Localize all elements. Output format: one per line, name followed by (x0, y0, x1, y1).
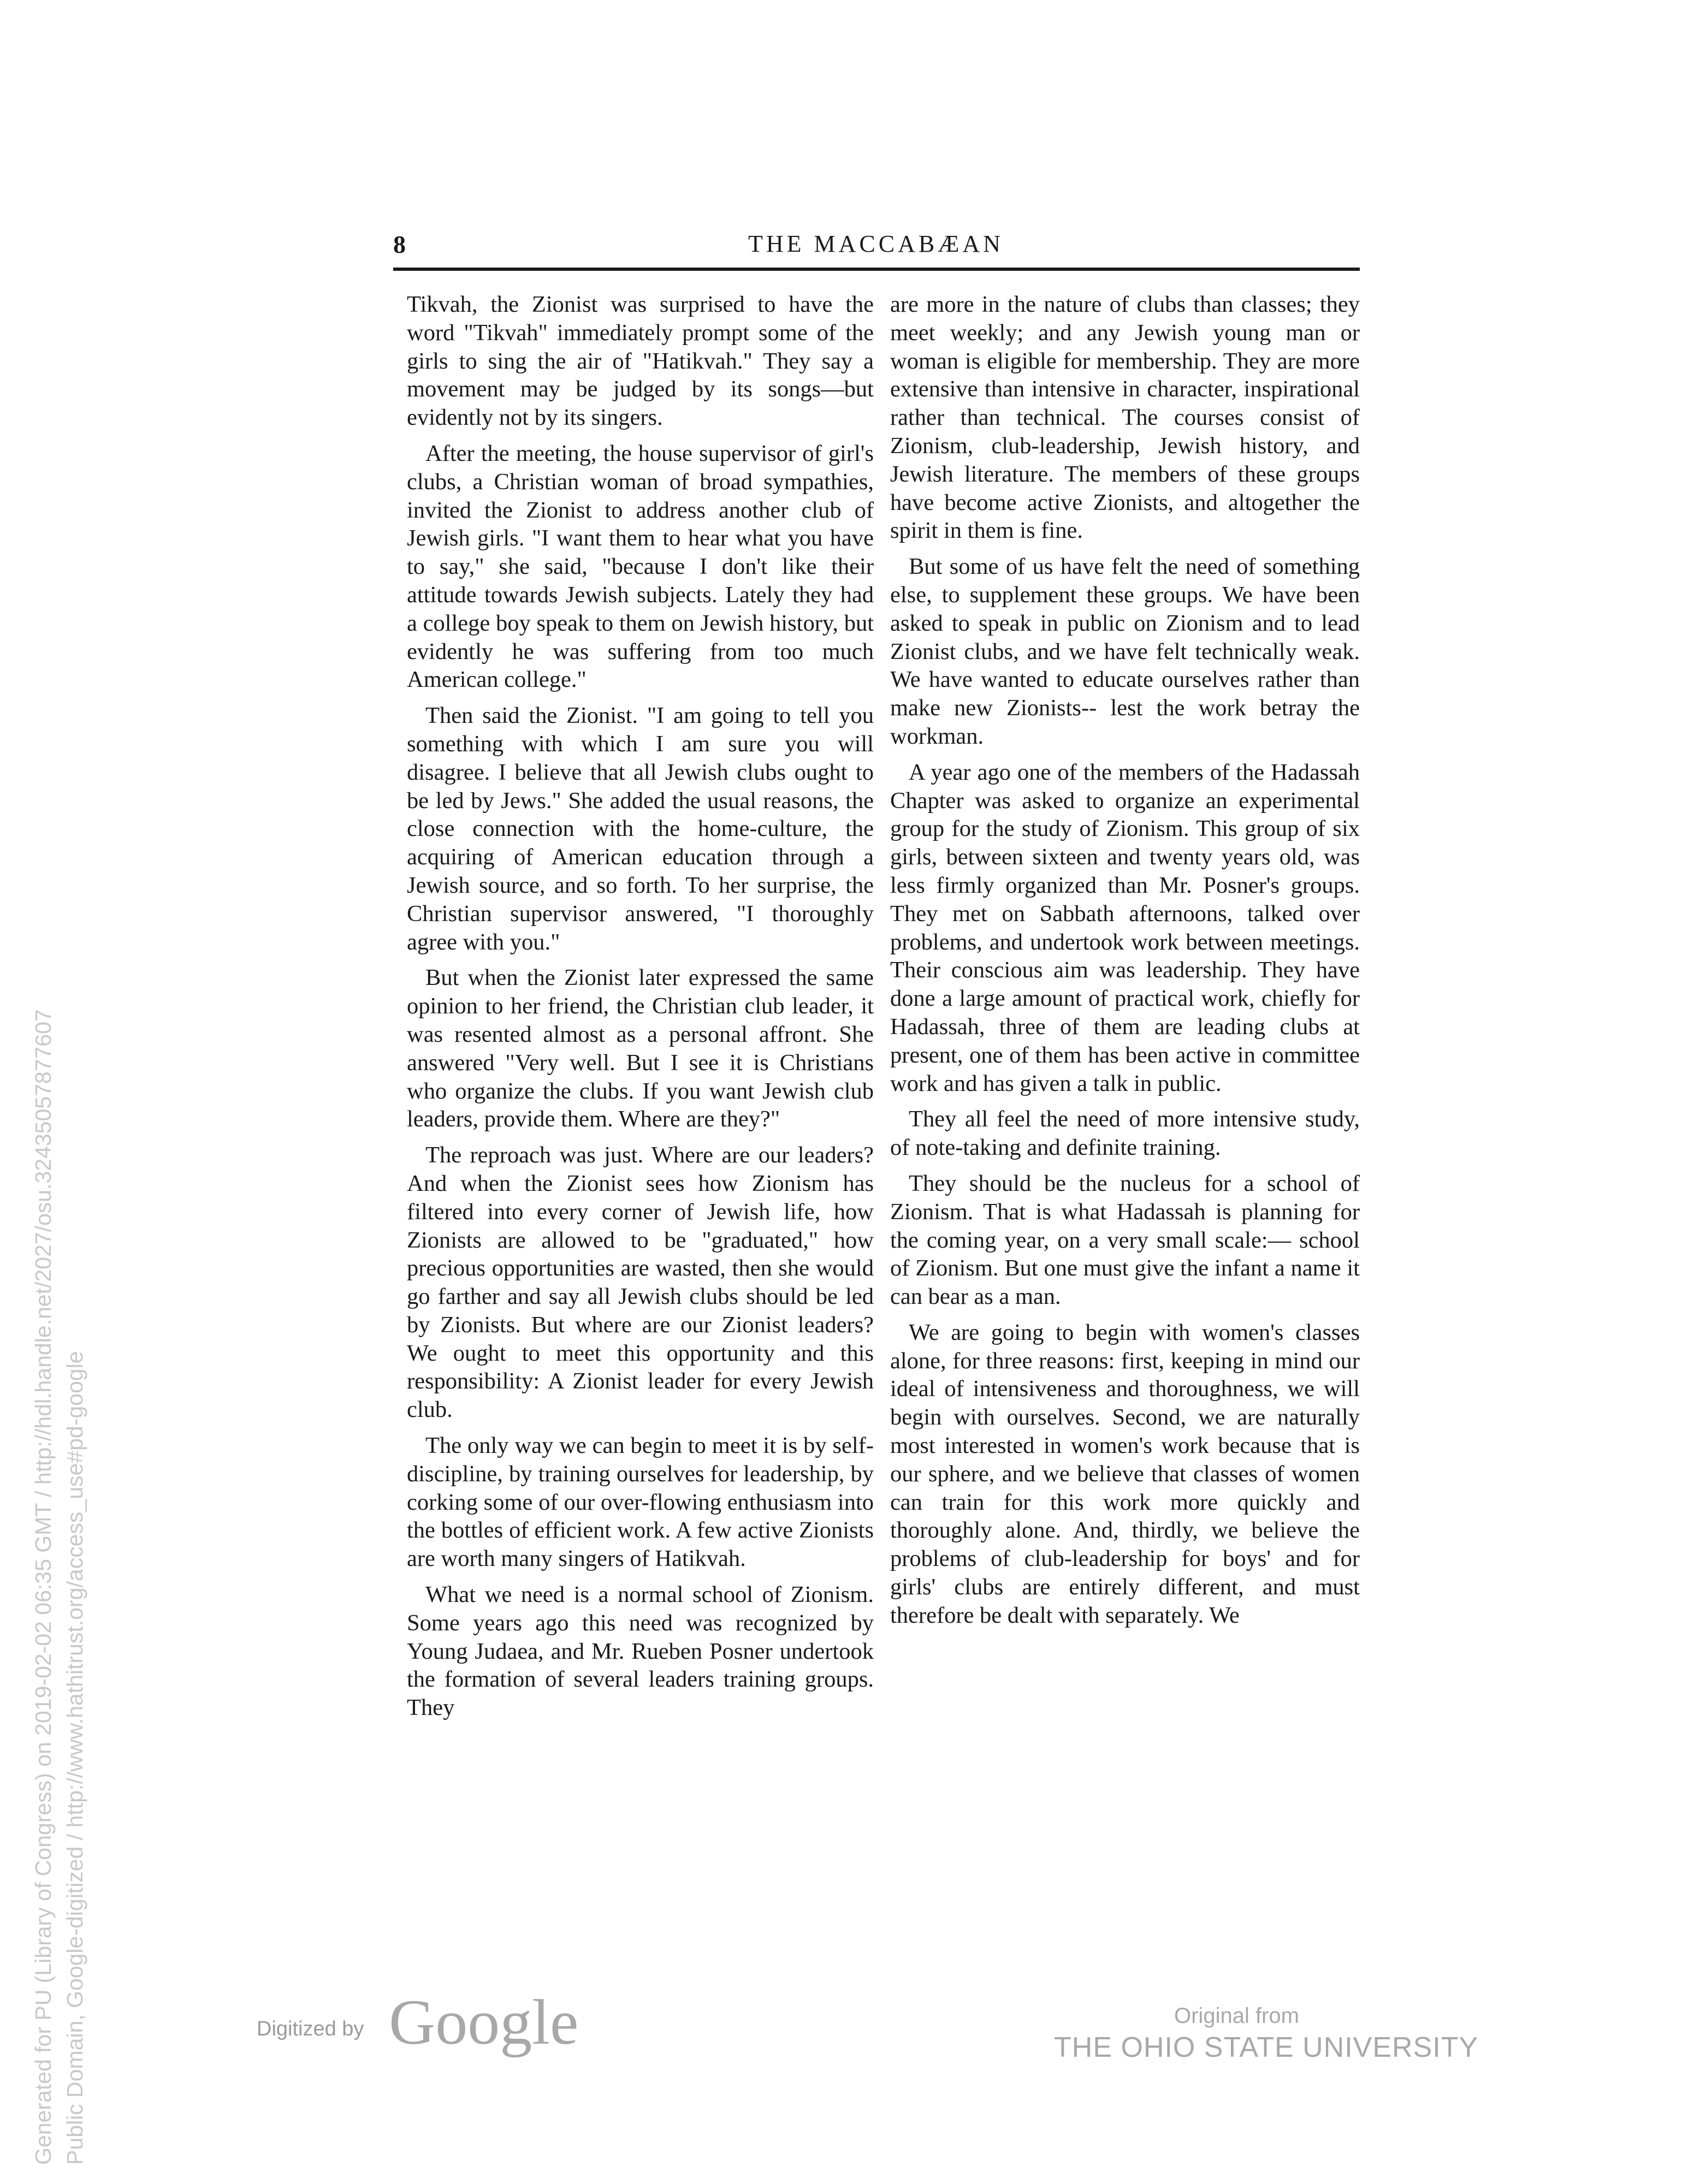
paragraph: But some of us have felt the need of something else, to supplement these groups. We have been asked to speak in public on Zionism and to lead Zionist clubs, and we have felt technically weak. We have wanted to educate ourselves rather than make new Zionists-- lest the work betray the workman. (890, 554, 1360, 749)
paragraph: A year ago one of the members of the Hadassah Chapter was asked to organize an experimental group for the study of Zionism. This group of six girls, between sixteen and twenty years old, was less firmly organized than Mr. Posner's groups. They met on Sabbath afternoons, talked over problems, and undertook work between meetings. Their conscious aim was leadership. They have done a large amount of practical work, chiefly for Hadassah, three of them are leading clubs at present, one of them has been active in committee work and has given a talk in public. (890, 759, 1360, 1096)
header-rule (393, 268, 1360, 271)
paragraph: They should be the nucleus for a school of Zionism. That is what Hadassah is planning for the coming year, on a very small scale:— school of Zionism. But one must give the infant a name it can bear as a man. (890, 1170, 1360, 1310)
hathitrust-side-watermark (27, 1009, 91, 2165)
paragraph: What we need is a normal school of Zionism. Some years ago this need was recognized by Young Judaea, and Mr. Rueben Posner undertook the formation of several leaders training groups. They (407, 1582, 874, 1721)
watermark-line-2: Public Domain, Google-digitized / http://www.hathitrust.org/access_use#pd-google (62, 1351, 87, 2165)
paragraph: The only way we can begin to meet it is by self-discipline, by training ourselves for leadership, by corking some of our over-flowing enthusiasm into the bottles of efficient work. A few active Zionists are worth many singers of Hatikvah. (407, 1433, 874, 1572)
google-logo: Google (389, 1986, 579, 2058)
page-number: 8 (393, 230, 406, 258)
paragraph: The reproach was just. Where are our leaders? And when the Zionist sees how Zionism has filtered into every corner of Jewish life, how Zionists are allowed to be "graduated," how precious opportunities are wasted, then she would go farther and say all Jewish clubs should be led by Zionists. But where are our Zionist leaders? We ought to meet this opportunity and this responsibility: A Zionist leader for every Jewish club. (407, 1142, 874, 1423)
watermark-line-1: Generated for PU (Library of Congress) on 2019-02-02 06:35 GMT / http://hdl.handle.net/2027/osu.32435057877607 (31, 1009, 56, 2165)
paragraph: are more in the nature of clubs than classes; they meet weekly; and any Jewish young man or woman is eligible for membership. They are more extensive than intensive in character, inspirational rather than technical. The courses consist of Zionism, club-leadership, Jewish history, and Jewish literature. The members of these groups have become active Zionists, and altogether the spirit in them is fine. (890, 292, 1360, 544)
right-column (890, 290, 1360, 1918)
paragraph: They all feel the need of more intensive study, of note-taking and definite training. (890, 1106, 1360, 1161)
paragraph: Then said the Zionist. "I am going to tell you something with which I am sure you will disagree. I believe that all Jewish clubs ought to be led by Jews." She added the usual reasons, the close connection with the home-culture, the acquiring of American education through a Jewish source, and so forth. To her surprise, the Christian supervisor answered, "I thoroughly agree with you." (407, 703, 874, 955)
running-title: THE MACCABÆAN (748, 230, 1004, 257)
digitized-by-label: Digitized by (257, 2017, 364, 2040)
paragraph: After the meeting, the house supervisor of girl's clubs, a Christian woman of broad sympathies, invited the Zionist to address another club of Jewish girls. "I want them to hear what you have to say," she said, "because I don't like their attitude towards Jewish subjects. Lately they had a college boy speak to them on Jewish history, but evidently he was suffering from too much American college." (407, 440, 874, 693)
paragraph: But when the Zionist later expressed the same opinion to her friend, the Christian club leader, it was resented almost as a personal affront. She answered "Very well. But I see it is Christians who organize the clubs. If you want Jewish club leaders, provide them. Where are they?" (407, 965, 874, 1132)
page-header (393, 232, 1360, 282)
original-from-label: Original from (1174, 2004, 1299, 2028)
paragraph: Tikvah, the Zionist was surprised to have the word "Tikvah" immediately prompt some of the girls to sing the air of "Hatikvah." They say a movement may be judged by its songs—but evidently not by its singers. (407, 292, 874, 431)
paragraph: We are going to begin with women's classes alone, for three reasons: first, keeping in mind our ideal of intensiveness and thoroughness, we will begin with ourselves. Second, we are naturally most interested in women's work because that is our sphere, and we believe that classes of women can train for this work more quickly and thoroughly alone. And, thirdly, we believe the problems of club-leadership for boys' and for girls' clubs are entirely different, and must therefore be dealt with separately. We (890, 1319, 1360, 1628)
left-column (407, 290, 874, 1918)
university-label: THE OHIO STATE UNIVERSITY (1054, 2032, 1479, 2063)
